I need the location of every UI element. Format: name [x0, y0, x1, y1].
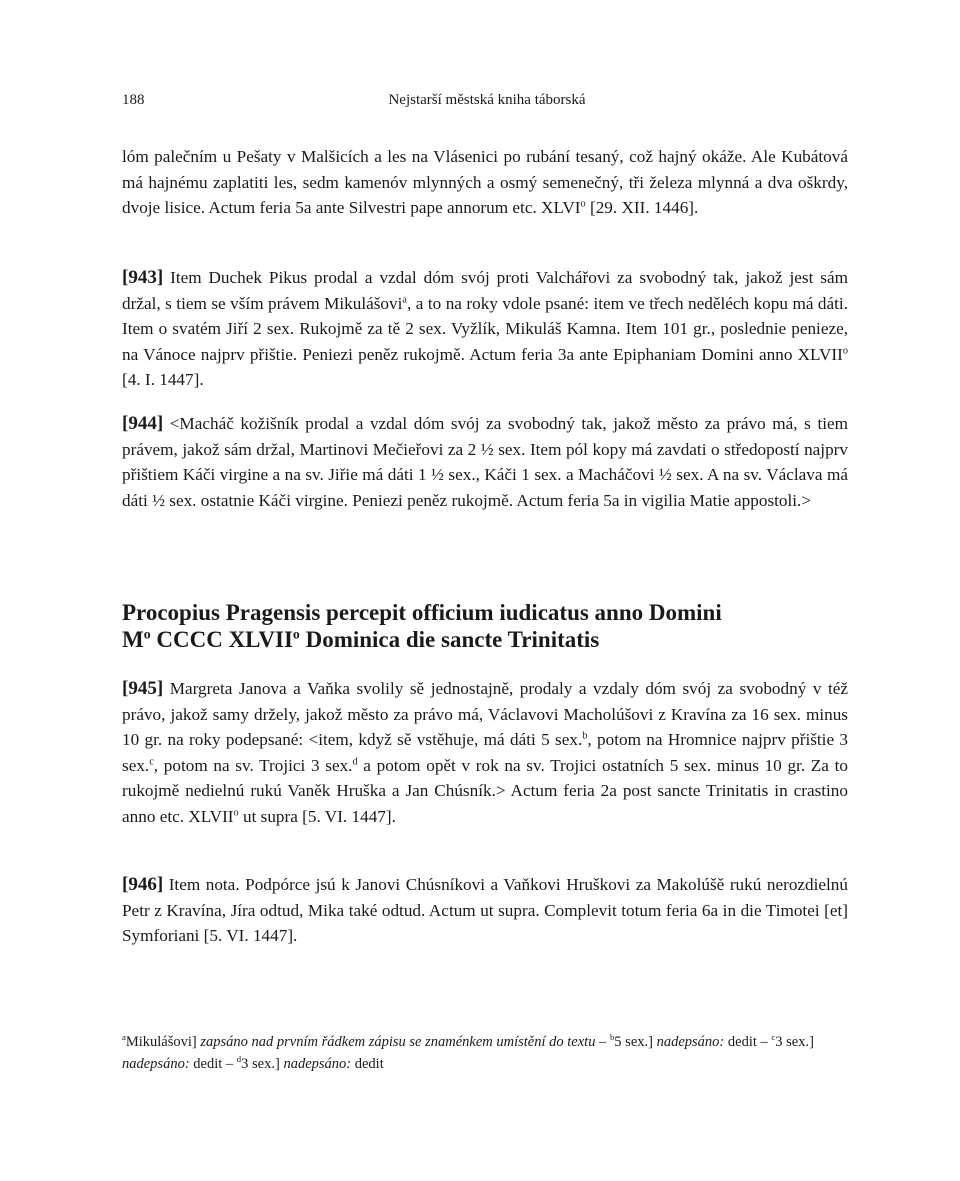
page-number: 188: [122, 92, 145, 108]
page-header: [122, 92, 852, 114]
entry-944: [944] <Macháč kožišník prodal a vzdal dóm svój za svobodný tak, jakož město za právo má, s tiem právem, jakož sám držal, Martinovi Mečieřovi za 2 ½ sex. Item pól kopy má zavdati o středopostí najprv přištiem Káči virgine a na sv. Jiřie má dáti 1 ½ sex., Káči 1 sex. a Macháčovi ½ sex. A na sv. Václava má dáti ½ sex. ostatnie Káči virgine. Peniezi peněz rukojmě. Actum feria 5a in vigilia Matie appostoli.>: [122, 413, 848, 510]
footnotes: $^a$Mikulášovi] zapsáno nad prvním řádkem zápisu se znaménkem umístění do textu – $^b$5 sex.] nadepsáno: dedit – $^c$3 sex.] nadepsáno: dedit – $^d$3 sex.] nadepsáno: dedit: [122, 1032, 814, 1072]
entry-943: [943] Item Duchek Pikus prodal a vzdal dóm svój proti Valchářovi za svobodný tak, jakož jest sám držal, s tiem se vším právem Mikulášovi$^a$, a to na roky vdole psané: item ve třech neděléch kopu má dáti. Item o svatém Jiří 2 sex. Rukojmě za tě 2 sex. Vyžlík, Mikuláš Kamna. Item 101 gr., poslednie penieze, na Vánoce najprv přištie. Peniezi peněz rukojmě. Actum feria 3a ante Epiphaniam Domini anno XLVII$^o$ [4. I. 1447].: [122, 267, 848, 389]
entry-number: [945]: [122, 678, 164, 699]
entry-945: [945] Margreta Janova a Vaňka svolily sě jednostajně, prodaly a vzdaly dóm svój za svobodný v též právo, jakož samy držely, jakož město za právo má, Václavovi Macholúšovi z Kravína za 16 sex. minus 10 gr. na roky podepsané: <item, když sě vstěhuje, má dáti 5 sex.$^b$, potom na Hromnice najprv přištie 3 sex.$^c$, potom na sv. Trojici 3 sex.$^d$ a potom opět v rok na sv. Trojici ostatních 5 sex. minus 10 gr. Za to rukojmě nedielnú rukú Vaněk Hruška a Jan Chúsník.> Actum feria 2a post sancte Trinitatis in crastino anno etc. XLVII$^o$ ut supra [5. VI. 1447].: [122, 678, 849, 826]
section-heading: Procopius Pragensis percepit officium iudicatus anno Domini $M^o$ CCCC XLVII$^o$ Dominica die sancte Trinitatis: [122, 600, 722, 652]
running-title: Nejstarší městská kniha táborská: [388, 92, 586, 108]
continuation-paragraph: lóm palečním u Pešaty v Malšicích a les na Vlásenici po rubání tesaný, což hajný okáže. Ale Kubátová má hajnému zaplatiti les, sedm kamenóv mlynných a osmý semenečný, tři železa mlynná a dva oškrdy, dvoje lisice. Actum feria 5a ante Silvestri pape annorum etc. XLVI$^o$ [29. XII. 1446].: [122, 147, 848, 217]
entry-number: [943]: [122, 267, 164, 288]
entry-number: [946]: [122, 874, 164, 895]
entry-number: [944]: [122, 413, 164, 434]
entry-946: [946] Item nota. Podpórce jsú k Janovi Chúsníkovi a Vaňkovi Hruškovi za Makolúšě rukú nerozdielnú Petr z Kravína, Jíra odtud, Mika také odtud. Actum ut supra. Complevit totum feria 6a in die Timotei [et] Symforiani [5. VI. 1447].: [122, 874, 848, 945]
